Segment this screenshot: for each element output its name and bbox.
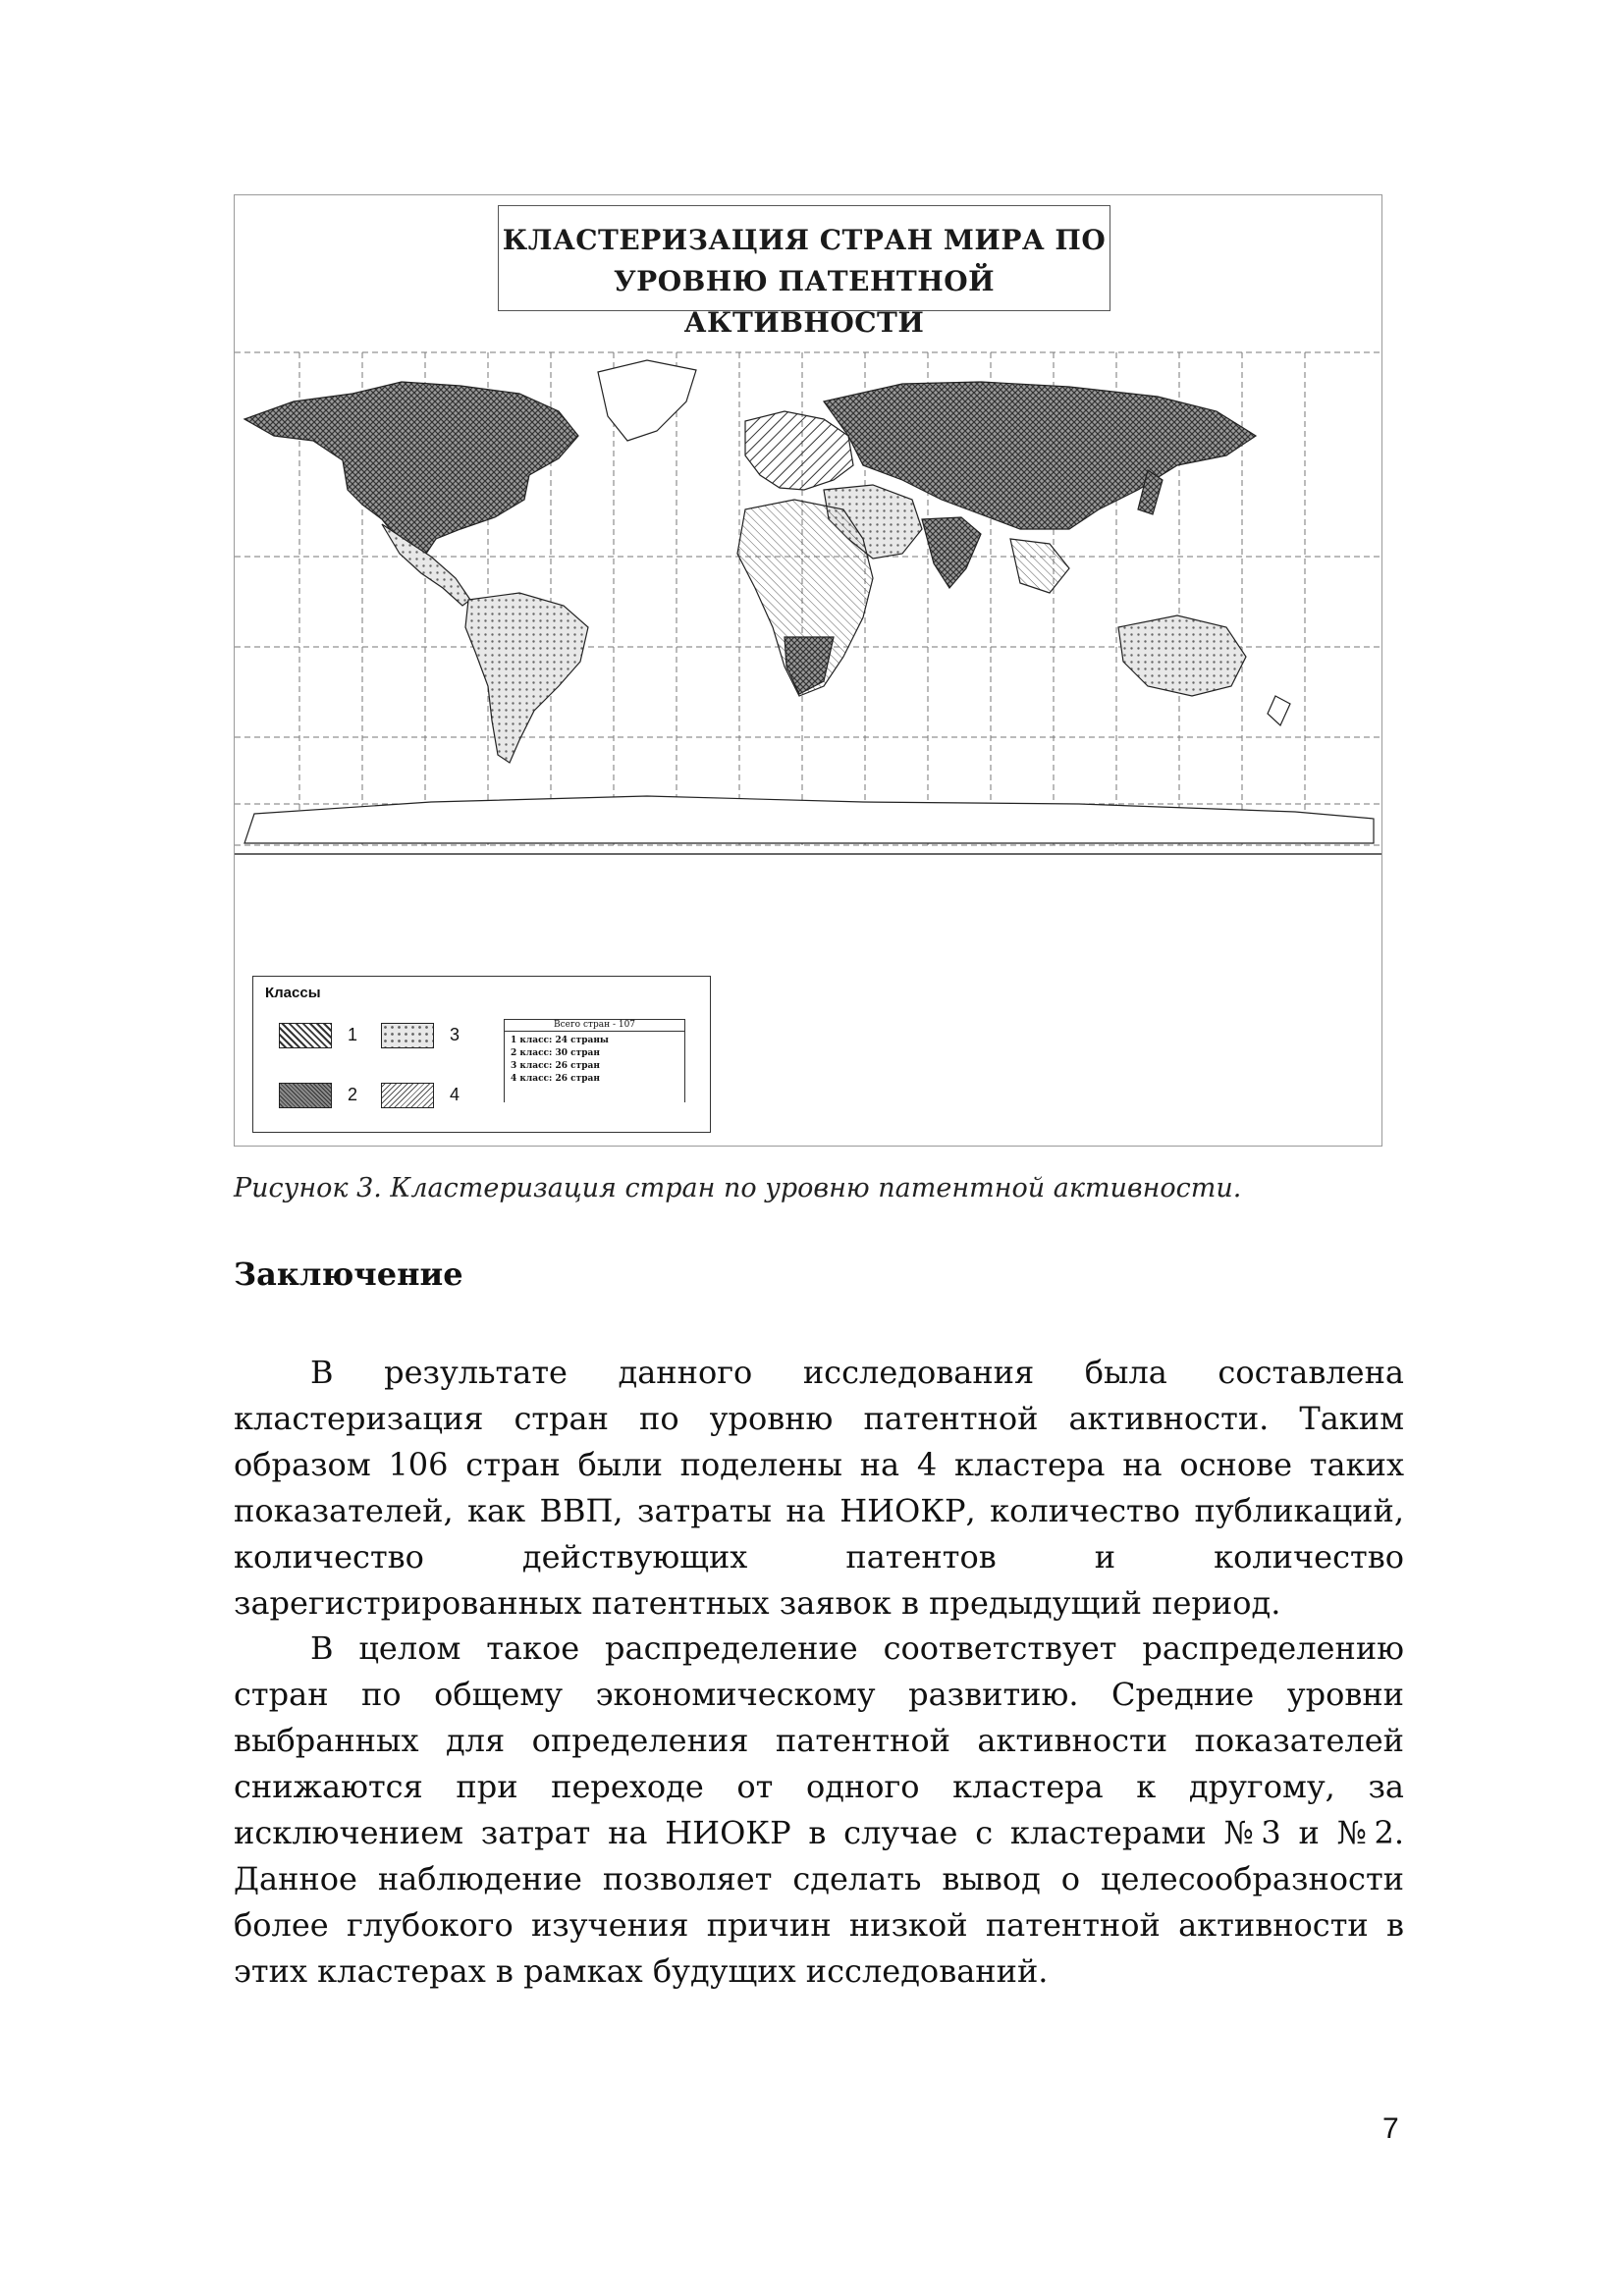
legend-num-3: 3	[450, 1025, 460, 1044]
se-asia	[1010, 539, 1069, 593]
north-america	[244, 382, 578, 554]
legend-num-4: 4	[450, 1085, 460, 1104]
stats-line: 1 класс: 24 страны	[511, 1036, 609, 1045]
section-heading: Заключение	[234, 1255, 463, 1293]
paragraph-1: В результате данного исследования была составлена кластеризация стран по уровню патентной активности. Таким образом 106 стран были поделены на 4 кластера на основе таких показателей, как ВВП, затраты на НИОКР, количество публикаций, количество действующих патентов и количество зарегистрированных патентных заявок в предыдущий период.	[234, 1354, 1404, 1622]
stats-header: Всего стран - 107	[505, 1020, 684, 1032]
continents	[244, 360, 1374, 843]
legend-swatch-1	[279, 1023, 332, 1048]
map-title-box	[498, 205, 1110, 339]
stats-line: 2 класс: 30 стран	[511, 1048, 600, 1058]
south-africa	[785, 637, 834, 694]
new-zealand	[1268, 696, 1290, 725]
legend-swatch-3	[381, 1023, 434, 1048]
stats-lines	[511, 1035, 609, 1086]
india	[922, 517, 981, 588]
figure-world-map	[234, 194, 1382, 1147]
figure-caption: Рисунок 3. Кластеризация стран по уровню патентной активности.	[234, 1173, 1242, 1203]
map-title: КЛАСТЕРИЗАЦИЯ СТРАН МИРА ПО УРОВНЮ ПАТЕНТНОЙ АКТИВНОСТИ	[502, 224, 1107, 339]
legend-title: Классы	[265, 985, 321, 1001]
antarctica	[244, 796, 1374, 843]
legend-stats	[504, 1019, 685, 1102]
stats-line: 4 класс: 26 стран	[511, 1074, 600, 1084]
legend-num-1: 1	[348, 1025, 358, 1044]
stats-line: 3 класс: 26 стран	[511, 1061, 600, 1071]
australia	[1118, 615, 1246, 696]
paragraph-2: В целом такое распределение соответствует распределению стран по общему экономическому развитию. Средние уровни выбранных для определения патентной активности показателей снижаются при переходе от одного кластера к другому, за исключением затрат на НИОКР в случае с кластерами №3 и №2. Данное наблюдение позволяет сделать вывод о целесообразности более глубокого изучения причин низкой патентной активности в этих кластерах в рамках будущих исследований.	[234, 1629, 1404, 1990]
world-map	[235, 343, 1381, 1128]
europe	[745, 411, 853, 490]
greenland	[598, 360, 696, 441]
legend-swatch-4	[381, 1083, 434, 1108]
legend-num-2: 2	[348, 1085, 358, 1104]
page-number: 7	[1382, 2112, 1399, 2145]
map-legend	[252, 976, 711, 1133]
legend-swatch-2	[279, 1083, 332, 1108]
